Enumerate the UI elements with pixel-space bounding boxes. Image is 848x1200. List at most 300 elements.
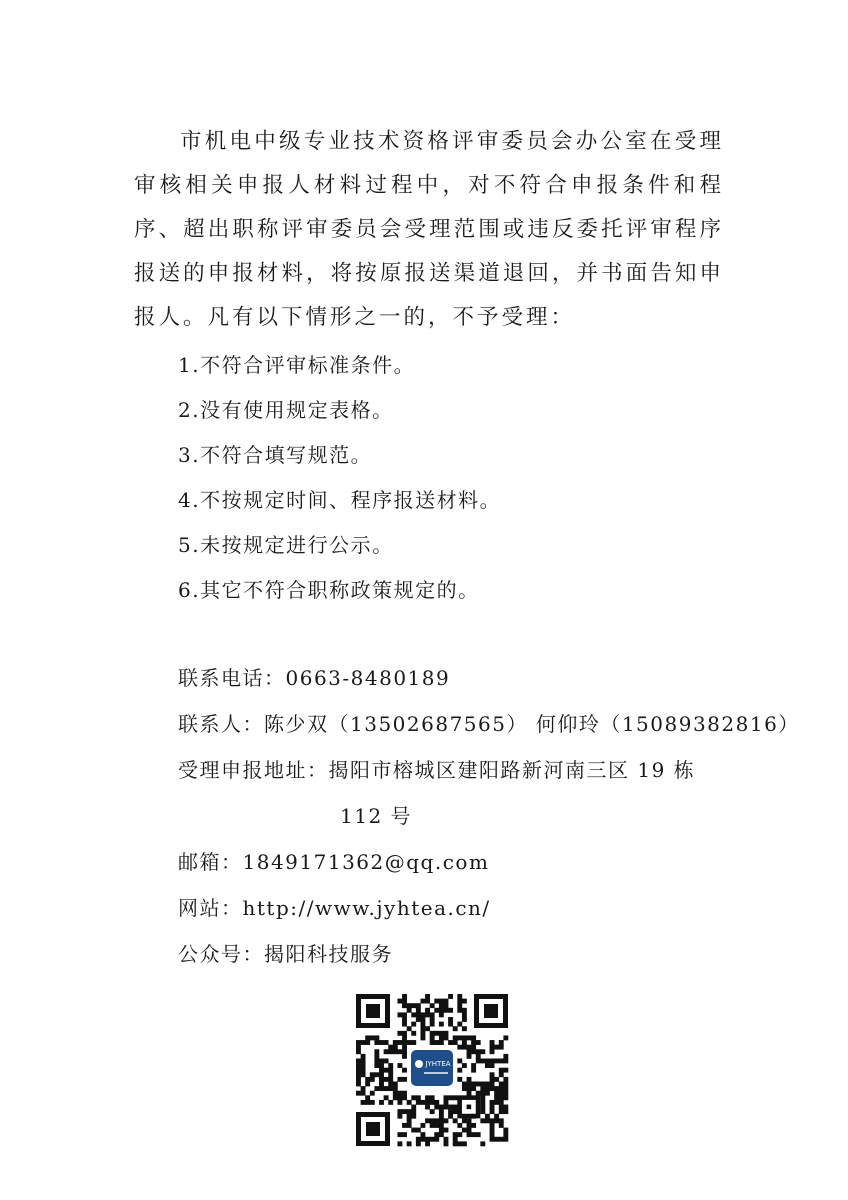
- contact-website: 网站：http://www.jyhtea.cn/: [178, 896, 491, 920]
- qr-module: [480, 1058, 485, 1063]
- qr-module: [425, 1105, 430, 1110]
- list-item: 1.不符合评审标准条件。: [178, 353, 416, 377]
- qr-module: [448, 1017, 453, 1022]
- qr-module: [356, 1063, 361, 1068]
- qr-module: [402, 1123, 407, 1128]
- qr-module: [471, 1123, 476, 1128]
- qr-module: [402, 1132, 407, 1137]
- qr-module: [453, 1141, 458, 1146]
- qr-module: [420, 1026, 425, 1031]
- qr-module: [467, 1132, 472, 1137]
- qr-module: [494, 1045, 499, 1050]
- qr-module: [453, 1118, 458, 1123]
- qr-module: [439, 999, 444, 1004]
- qr-module: [471, 1040, 476, 1045]
- qr-module: [448, 1095, 453, 1100]
- qr-module: [444, 999, 449, 1004]
- qr-module: [490, 1100, 495, 1105]
- qr-module: [439, 1031, 444, 1036]
- qr-module: [448, 994, 453, 999]
- qr-module: [457, 1058, 462, 1063]
- qr-module: [384, 1077, 389, 1082]
- qr-module: [485, 1118, 490, 1123]
- qr-module: [374, 1072, 379, 1077]
- qr-module: [361, 1068, 366, 1073]
- qr-module: [384, 1068, 389, 1073]
- qr-module: [444, 1141, 449, 1146]
- qr-module: [494, 1100, 499, 1105]
- qr-code: [352, 990, 512, 1150]
- qr-module: [356, 1040, 361, 1045]
- qr-module: [388, 1100, 393, 1105]
- qr-module: [361, 1054, 366, 1059]
- qr-module: [480, 1091, 485, 1096]
- qr-module: [379, 1082, 384, 1087]
- qr-module: [462, 1086, 467, 1091]
- qr-module: [434, 1123, 439, 1128]
- qr-module: [397, 1100, 402, 1105]
- qr-module: [444, 1118, 449, 1123]
- qr-module: [420, 1100, 425, 1105]
- qr-module: [411, 1114, 416, 1119]
- qr-module: [393, 1091, 398, 1096]
- qr-module: [457, 1068, 462, 1073]
- qr-module: [370, 1091, 375, 1096]
- qr-module: [379, 1072, 384, 1077]
- qr-module: [374, 1049, 379, 1054]
- qr-module: [499, 1058, 504, 1063]
- qr-module: [471, 1045, 476, 1050]
- qr-module: [494, 1091, 499, 1096]
- qr-module: [434, 1100, 439, 1105]
- qr-module: [499, 1068, 504, 1073]
- qr-module: [370, 1072, 375, 1077]
- qr-module: [453, 1105, 458, 1110]
- qr-module: [420, 999, 425, 1004]
- qr-module: [374, 1035, 379, 1040]
- qr-module: [471, 1082, 476, 1087]
- qr-module: [393, 1082, 398, 1087]
- qr-module: [434, 1118, 439, 1123]
- qr-module: [434, 1137, 439, 1142]
- qr-module: [434, 1105, 439, 1110]
- qr-module: [356, 1049, 361, 1054]
- qr-module: [379, 1086, 384, 1091]
- qr-module: [416, 1095, 421, 1100]
- qr-module: [439, 1035, 444, 1040]
- qr-module: [402, 1012, 407, 1017]
- qr-alignment-pattern: [467, 1105, 472, 1110]
- qr-module: [462, 1035, 467, 1040]
- qr-module: [425, 1137, 430, 1142]
- qr-module: [379, 1068, 384, 1073]
- qr-module: [374, 1058, 379, 1063]
- qr-module: [494, 1058, 499, 1063]
- qr-module: [462, 1063, 467, 1068]
- qr-module: [499, 1086, 504, 1091]
- qr-module: [365, 1082, 370, 1087]
- qr-module: [397, 1132, 402, 1137]
- qr-module: [453, 1035, 458, 1040]
- qr-module: [490, 1077, 495, 1082]
- qr-module: [444, 1137, 449, 1142]
- qr-module: [434, 999, 439, 1004]
- qr-module: [490, 1082, 495, 1087]
- qr-module: [384, 1049, 389, 1054]
- conditions-list: [178, 343, 501, 613]
- qr-module: [407, 1040, 412, 1045]
- qr-module: [480, 1100, 485, 1105]
- qr-module: [503, 1128, 508, 1133]
- qr-module: [388, 1045, 393, 1050]
- qr-module: [453, 1137, 458, 1142]
- qr-module: [490, 1105, 495, 1110]
- qr-module: [490, 1049, 495, 1054]
- qr-module: [402, 1031, 407, 1036]
- qr-module: [402, 1045, 407, 1050]
- qr-module: [420, 1123, 425, 1128]
- qr-module: [370, 1035, 375, 1040]
- qr-module: [397, 1109, 402, 1114]
- qr-module: [471, 1132, 476, 1137]
- contact-phone: 联系电话：0663-8480189: [178, 666, 451, 690]
- qr-module: [365, 1100, 370, 1105]
- qr-module: [476, 1082, 481, 1087]
- qr-module: [499, 1082, 504, 1087]
- list-item: 2.没有使用规定表格。: [178, 398, 394, 422]
- qr-module: [476, 1054, 481, 1059]
- qr-module: [457, 1077, 462, 1082]
- qr-module: [467, 1082, 472, 1087]
- qr-module: [407, 1141, 412, 1146]
- qr-module: [467, 1077, 472, 1082]
- qr-module: [471, 1035, 476, 1040]
- qr-module: [425, 1012, 430, 1017]
- qr-module: [471, 1086, 476, 1091]
- qr-module: [485, 1058, 490, 1063]
- qr-module: [430, 1040, 435, 1045]
- qr-center-logo: [408, 1047, 456, 1089]
- qr-module: [393, 1095, 398, 1100]
- qr-module: [425, 1100, 430, 1105]
- qr-module: [448, 1109, 453, 1114]
- qr-module: [370, 1077, 375, 1082]
- qr-module: [485, 1086, 490, 1091]
- qr-module: [471, 1063, 476, 1068]
- qr-module: [444, 1035, 449, 1040]
- qr-module: [397, 1049, 402, 1054]
- qr-module: [462, 1128, 467, 1133]
- qr-module: [476, 1040, 481, 1045]
- qr-module: [425, 994, 430, 999]
- qr-module: [397, 1063, 402, 1068]
- qr-module: [393, 1045, 398, 1050]
- qr-module: [416, 1012, 421, 1017]
- qr-module: [444, 1031, 449, 1036]
- qr-module: [420, 1017, 425, 1022]
- qr-module: [485, 1114, 490, 1119]
- qr-module: [407, 1109, 412, 1114]
- qr-module: [402, 1022, 407, 1027]
- qr-module: [448, 1022, 453, 1027]
- qr-module: [453, 1095, 458, 1100]
- qr-module: [499, 1137, 504, 1142]
- qr-module: [494, 1095, 499, 1100]
- qr-module: [402, 999, 407, 1004]
- qr-module: [397, 1077, 402, 1082]
- qr-module: [476, 1058, 481, 1063]
- qr-module: [379, 1058, 384, 1063]
- qr-module: [407, 1118, 412, 1123]
- qr-module: [397, 1012, 402, 1017]
- qr-module: [365, 1040, 370, 1045]
- qr-module: [356, 1045, 361, 1050]
- qr-module: [503, 1068, 508, 1073]
- qr-module: [503, 1035, 508, 1040]
- qr-module: [467, 1054, 472, 1059]
- qr-module: [439, 1109, 444, 1114]
- qr-logo-text: JYHTEA: [425, 1060, 451, 1068]
- qr-module: [425, 999, 430, 1004]
- qr-module: [379, 1040, 384, 1045]
- qr-module: [467, 1128, 472, 1133]
- qr-module: [490, 1086, 495, 1091]
- qr-module: [365, 1095, 370, 1100]
- qr-module: [439, 1114, 444, 1119]
- qr-module: [503, 1077, 508, 1082]
- qr-module: [439, 1128, 444, 1133]
- qr-module: [439, 1123, 444, 1128]
- qr-module: [434, 1132, 439, 1137]
- qr-module: [393, 1086, 398, 1091]
- qr-module: [411, 1040, 416, 1045]
- qr-module: [480, 1141, 485, 1146]
- qr-module: [388, 1072, 393, 1077]
- qr-module: [494, 1114, 499, 1119]
- qr-module: [397, 1095, 402, 1100]
- qr-module: [361, 1091, 366, 1096]
- qr-module: [499, 1123, 504, 1128]
- qr-module: [457, 1141, 462, 1146]
- qr-module: [420, 1035, 425, 1040]
- qr-module: [393, 1049, 398, 1054]
- qr-module: [361, 1063, 366, 1068]
- qr-module: [457, 1003, 462, 1008]
- qr-module: [388, 1049, 393, 1054]
- list-item: 3.不符合填写规范。: [178, 443, 373, 467]
- qr-module: [361, 1086, 366, 1091]
- qr-module: [397, 1031, 402, 1036]
- qr-module: [457, 1045, 462, 1050]
- qr-finder-top-left: [356, 994, 390, 1028]
- qr-module: [365, 1035, 370, 1040]
- qr-module: [499, 1095, 504, 1100]
- qr-module: [425, 1141, 430, 1146]
- qr-finder-bottom-left: [356, 1112, 390, 1146]
- qr-module: [467, 1086, 472, 1091]
- qr-module: [388, 1082, 393, 1087]
- qr-module: [471, 1049, 476, 1054]
- qr-module: [411, 1095, 416, 1100]
- qr-module: [490, 1123, 495, 1128]
- qr-module: [402, 1109, 407, 1114]
- qr-module: [499, 1072, 504, 1077]
- qr-module: [402, 1040, 407, 1045]
- qr-module: [374, 1054, 379, 1059]
- qr-module: [430, 1100, 435, 1105]
- qr-module: [448, 1114, 453, 1119]
- qr-module: [499, 1045, 504, 1050]
- qr-module: [499, 1109, 504, 1114]
- qr-module: [467, 1035, 472, 1040]
- qr-module: [444, 1003, 449, 1008]
- qr-module: [499, 1100, 504, 1105]
- qr-module: [393, 1040, 398, 1045]
- qr-finder-top-right: [474, 994, 508, 1028]
- qr-module: [462, 1082, 467, 1087]
- qr-module: [462, 1118, 467, 1123]
- qr-module: [430, 1118, 435, 1123]
- qr-module: [490, 1118, 495, 1123]
- qr-module: [402, 1049, 407, 1054]
- qr-module: [407, 1114, 412, 1119]
- qr-module: [503, 1091, 508, 1096]
- qr-module: [476, 1132, 481, 1137]
- qr-module: [462, 1017, 467, 1022]
- qr-module: [370, 1100, 375, 1105]
- contact-block: [178, 655, 800, 977]
- qr-module: [462, 1008, 467, 1013]
- qr-module: [434, 1031, 439, 1036]
- qr-module: [503, 1105, 508, 1110]
- qr-module: [503, 1132, 508, 1137]
- qr-module: [416, 1017, 421, 1022]
- qr-module: [499, 1040, 504, 1045]
- qr-module: [430, 1017, 435, 1022]
- qr-module: [480, 1105, 485, 1110]
- qr-module: [462, 1012, 467, 1017]
- qr-module: [425, 1026, 430, 1031]
- qr-module: [411, 1022, 416, 1027]
- qr-module: [430, 1109, 435, 1114]
- qr-module: [457, 1022, 462, 1027]
- qr-module: [476, 1049, 481, 1054]
- qr-module: [388, 1068, 393, 1073]
- qr-module: [374, 1086, 379, 1091]
- qr-module: [467, 1123, 472, 1128]
- qr-module: [374, 1040, 379, 1045]
- qr-module: [361, 1040, 366, 1045]
- qr-module: [499, 1091, 504, 1096]
- qr-module: [411, 1109, 416, 1114]
- qr-module: [467, 1118, 472, 1123]
- qr-module: [384, 1086, 389, 1091]
- qr-module: [494, 1086, 499, 1091]
- qr-module: [448, 1040, 453, 1045]
- qr-module: [494, 1118, 499, 1123]
- qr-module: [467, 1091, 472, 1096]
- qr-module: [379, 1100, 384, 1105]
- contact-persons: 联系人：陈少双（13502687565） 何仰玲（15089382816）: [178, 712, 800, 736]
- qr-module: [379, 1063, 384, 1068]
- qr-module: [356, 1058, 361, 1063]
- qr-module: [430, 1123, 435, 1128]
- qr-module: [503, 1054, 508, 1059]
- qr-module: [416, 1008, 421, 1013]
- qr-module: [467, 1049, 472, 1054]
- qr-module: [420, 1022, 425, 1027]
- qr-module: [430, 1095, 435, 1100]
- qr-module: [453, 1109, 458, 1114]
- qr-module: [407, 1003, 412, 1008]
- qr-module: [490, 1040, 495, 1045]
- qr-module: [462, 1026, 467, 1031]
- qr-module: [397, 1114, 402, 1119]
- qr-module: [457, 1008, 462, 1013]
- contact-email: 邮箱：1849171362@qq.com: [178, 850, 490, 874]
- qr-module: [485, 1082, 490, 1087]
- qr-module: [430, 1137, 435, 1142]
- qr-module: [416, 1003, 421, 1008]
- qr-module: [490, 1109, 495, 1114]
- qr-module: [494, 1137, 499, 1142]
- qr-module: [430, 1031, 435, 1036]
- qr-module: [397, 1141, 402, 1146]
- qr-module: [356, 1077, 361, 1082]
- qr-module: [462, 1040, 467, 1045]
- qr-module: [356, 1091, 361, 1096]
- qr-module: [402, 1003, 407, 1008]
- qr-module: [439, 1132, 444, 1137]
- qr-module: [411, 1012, 416, 1017]
- qr-module: [397, 1091, 402, 1096]
- qr-module: [356, 1072, 361, 1077]
- qr-module: [457, 999, 462, 1004]
- qr-module: [471, 1068, 476, 1073]
- qr-module: [480, 1082, 485, 1087]
- qr-module: [379, 1077, 384, 1082]
- qr-module: [457, 1132, 462, 1137]
- qr-module: [384, 1095, 389, 1100]
- qr-module: [457, 1123, 462, 1128]
- qr-module: [467, 1045, 472, 1050]
- qr-module: [361, 1058, 366, 1063]
- main-paragraph: 市机电中级专业技术资格评审委员会办公室在受理审核相关申报人材料过程中，对不符合申报条件和程序、超出职称评审委员会受理范围或违反委托评审程序报送的申报材料，将按原报送渠道退回，并书面告知申报人。凡有以下情形之一的，不予受理：: [134, 129, 724, 330]
- qr-module: [457, 1035, 462, 1040]
- qr-module: [416, 1141, 421, 1146]
- qr-module: [407, 1026, 412, 1031]
- qr-code-graphic: [352, 990, 512, 1150]
- qr-module: [388, 1086, 393, 1091]
- qr-module: [356, 1068, 361, 1073]
- qr-module: [411, 1003, 416, 1008]
- qr-module: [462, 999, 467, 1004]
- qr-module: [444, 1100, 449, 1105]
- qr-module: [365, 1077, 370, 1082]
- qr-module: [420, 1031, 425, 1036]
- qr-module: [425, 1095, 430, 1100]
- qr-module: [503, 1109, 508, 1114]
- qr-module: [411, 1031, 416, 1036]
- qr-module: [384, 1058, 389, 1063]
- qr-module: [503, 1137, 508, 1142]
- contact-address-cont: 112 号: [340, 804, 413, 828]
- qr-module: [490, 1058, 495, 1063]
- qr-module: [402, 1077, 407, 1082]
- qr-module: [402, 1035, 407, 1040]
- qr-module: [439, 1003, 444, 1008]
- qr-module: [503, 1095, 508, 1100]
